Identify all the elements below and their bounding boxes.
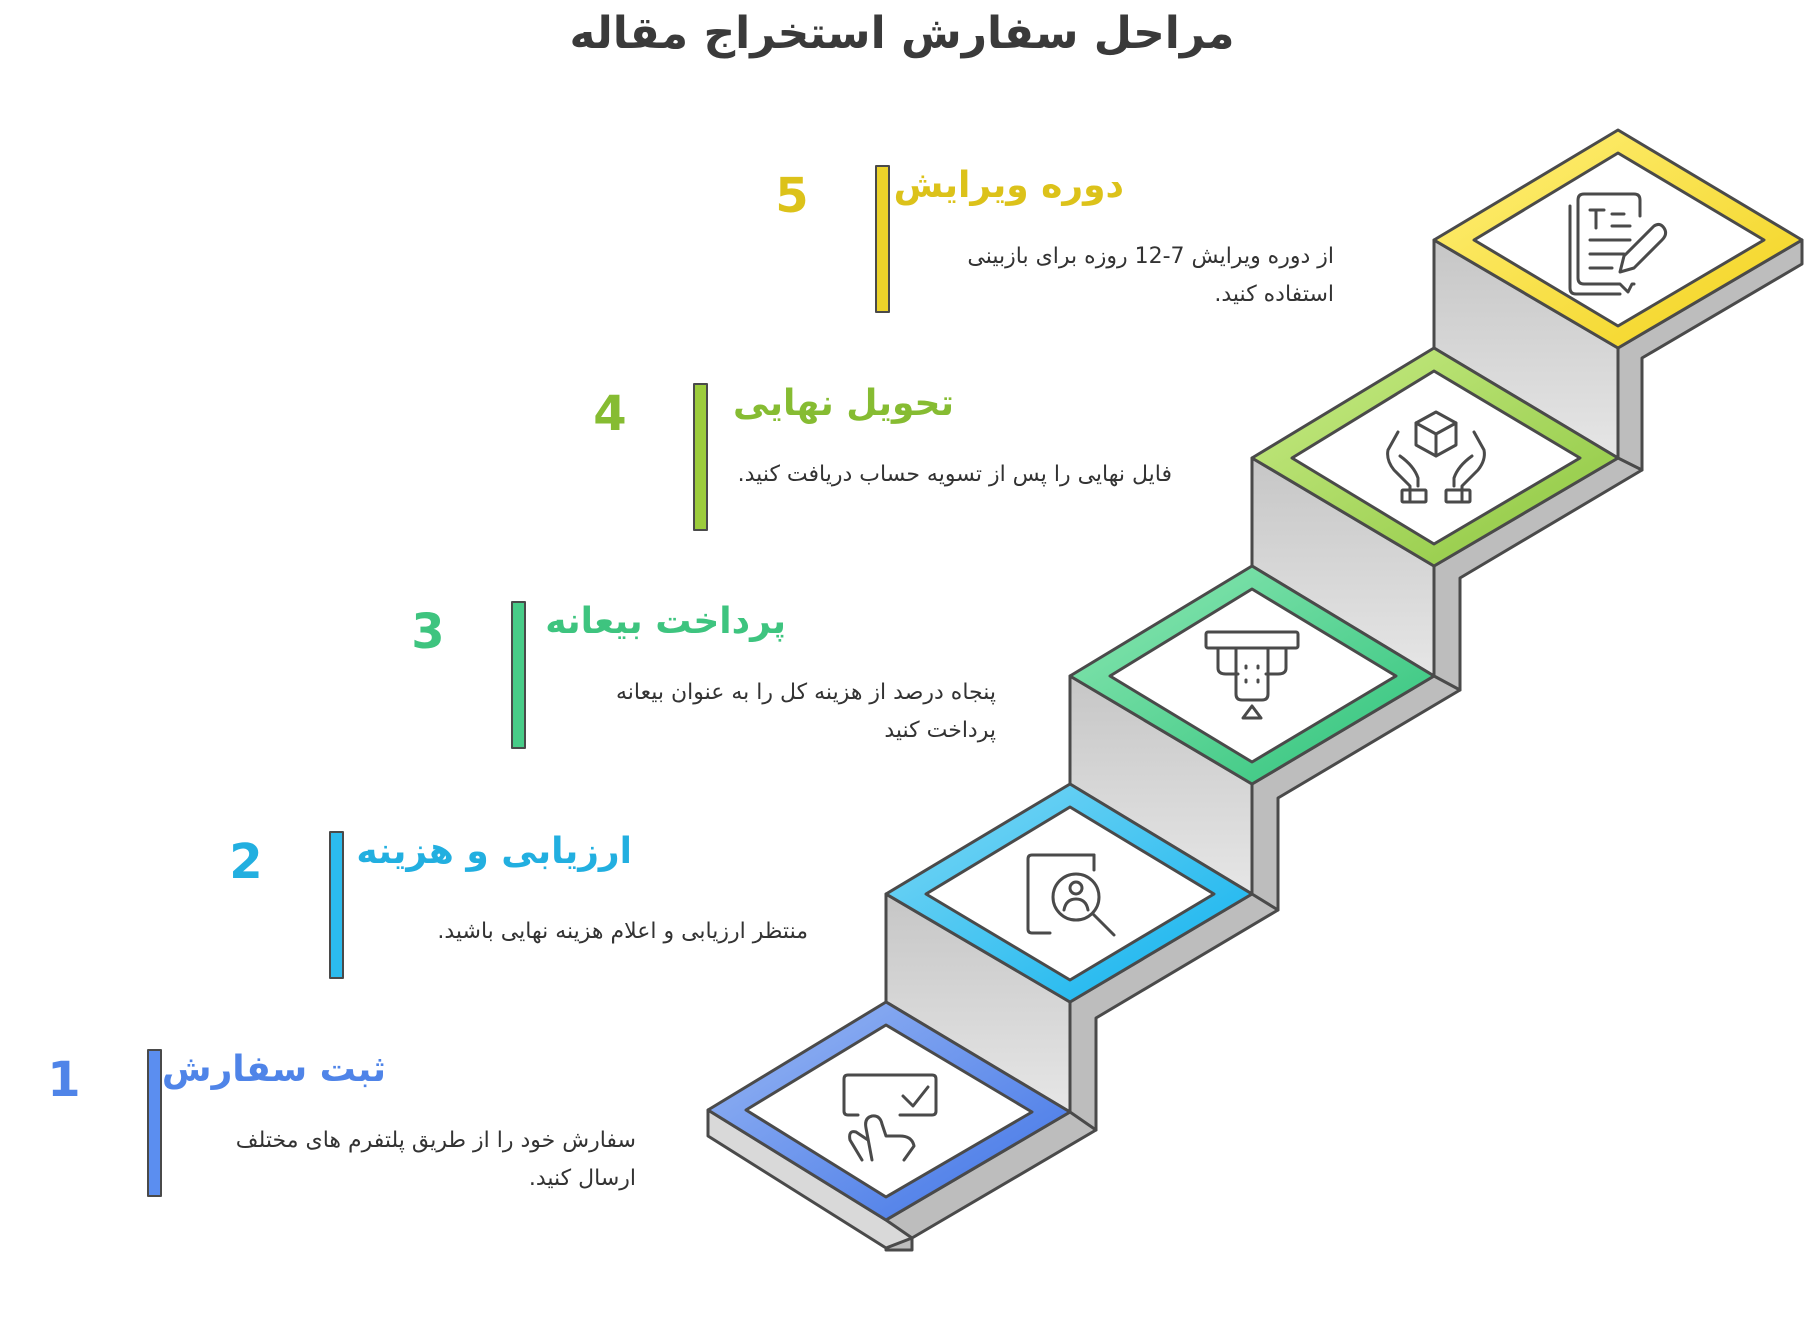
step-number-2: 2 [229, 834, 263, 890]
step-title-4: تحویل نهایی [733, 383, 954, 424]
step-title-3: پرداخت بیعانه [545, 601, 786, 642]
page-title: مراحل سفارش استخراج مقاله [569, 8, 1235, 59]
step-desc-2: منتظر ارزیابی و اعلام هزینه نهایی باشید. [437, 919, 808, 944]
step-desc-4: فایل نهایی را پس از تسویه حساب دریافت کنید. [737, 462, 1172, 487]
step-bar-3 [511, 601, 526, 749]
step-bar-5 [875, 165, 890, 313]
step-bar-4 [693, 383, 708, 531]
step-desc-3: پنجاه درصد از هزینه کل را به عنوان بیعانه پرداخت کنید [615, 680, 996, 743]
step-number-3: 3 [411, 604, 445, 660]
step-title-5: دوره ویرایش [893, 165, 1124, 206]
step-bar-2 [329, 831, 344, 979]
step-desc-5: از دوره ویرایش 7-12 روزه برای بازبینی استفاده کنید. [967, 244, 1334, 307]
step-bar-1 [147, 1049, 162, 1197]
step-title-1: ثبت سفارش [161, 1049, 386, 1090]
step-number-4: 4 [593, 386, 627, 442]
step-desc-1: سفارش خود را از طریق پلتفرم های مختلف ارسال کنید. [235, 1128, 636, 1191]
step-number-1: 1 [47, 1052, 81, 1108]
step-number-5: 5 [775, 168, 809, 224]
step-title-2: ارزیابی و هزینه [356, 831, 632, 872]
